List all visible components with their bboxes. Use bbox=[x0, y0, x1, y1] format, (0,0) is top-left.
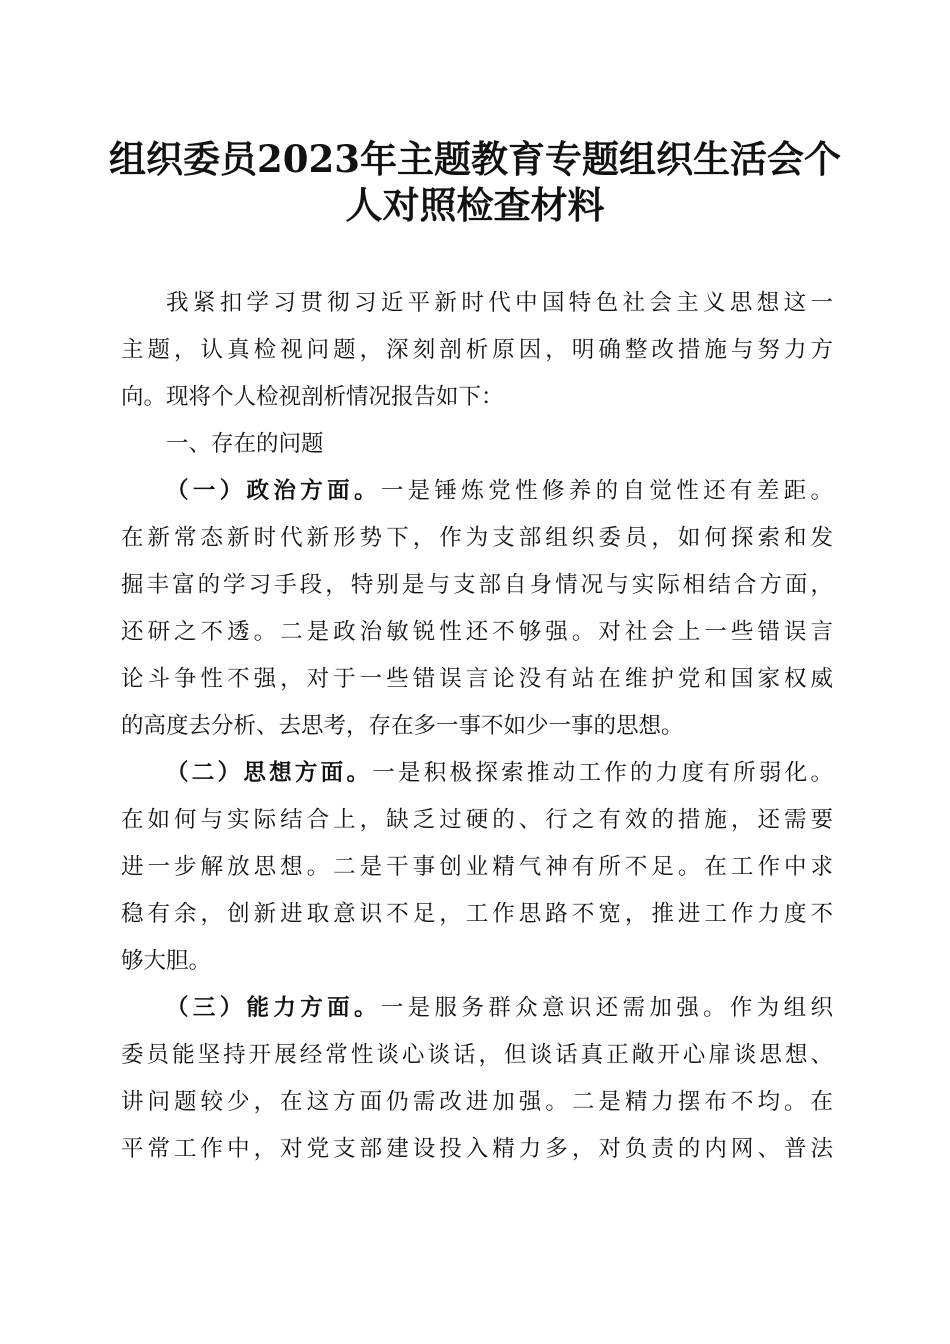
paragraph-line: 讲问题较少，在这方面仍需改进加强。二是精力摆布不均。在 bbox=[121, 1089, 833, 1115]
political-line-1: 一是锤炼党性修养的自觉性还有差距。 bbox=[380, 478, 833, 504]
document-title-line-1: 组织委员2023年主题教育专题组织生活会个 bbox=[109, 137, 841, 181]
paragraph-line: 在新常态新时代新形势下，作为支部组织委员，如何探索和发 bbox=[121, 525, 833, 551]
paragraph-line bbox=[121, 468, 833, 515]
intro-line: 我紧扣学习贯彻习近平新时代中国特色社会主义思想这一 bbox=[166, 290, 833, 316]
ideological-paragraph bbox=[121, 750, 833, 985]
political-lead: （一）政治方面。 bbox=[166, 478, 381, 504]
paragraph-line: 进一步解放思想。二是干事创业精气神有所不足。在工作中求 bbox=[121, 854, 833, 880]
paragraph-line: 还研之不透。二是政治敏锐性还不够强。对社会上一些错误言 bbox=[121, 619, 833, 645]
paragraph-line: 论斗争性不强，对于一些错误言论没有站在维护党和国家权威 bbox=[121, 666, 833, 692]
intro-line: 向。现将个人检视剖析情况报告如下： bbox=[121, 384, 504, 410]
section-heading-problems: 一、存在的问题 bbox=[166, 431, 324, 457]
ability-paragraph bbox=[121, 985, 833, 1173]
ideological-lead: （二）思想方面。 bbox=[166, 760, 373, 786]
ability-line-1: 一是服务群众意识还需加强。作为组织 bbox=[380, 995, 833, 1021]
intro-line: 主题，认真检视问题，深刻剖析原因，明确整改措施与努力方 bbox=[121, 337, 833, 363]
political-paragraph bbox=[121, 468, 833, 750]
ability-lead: （三）能力方面。 bbox=[166, 995, 381, 1021]
paragraph-line: 稳有余，创新进取意识不足，工作思路不宽，推进工作力度不 bbox=[121, 901, 833, 927]
paragraph-line bbox=[121, 985, 833, 1032]
document-body bbox=[121, 280, 833, 1173]
paragraph-line: 平常工作中，对党支部建设投入精力多，对负责的内网、普法 bbox=[121, 1136, 833, 1162]
paragraph-line: 委员能坚持开展经常性谈心谈话，但谈话真正敞开心扉谈思想、 bbox=[121, 1042, 833, 1068]
ideological-line-1: 一是积极探索推动工作的力度有所弱化。 bbox=[372, 760, 833, 786]
paragraph-line: 的高度去分析、去思考，存在多一事不如少一事的思想。 bbox=[121, 713, 684, 739]
paragraph-line bbox=[121, 750, 833, 797]
paragraph-line: 在如何与实际结合上，缺乏过硬的、行之有效的措施，还需要 bbox=[121, 807, 833, 833]
paragraph-line: 掘丰富的学习手段，特别是与支部自身情况与实际相结合方面， bbox=[121, 572, 833, 598]
paragraph-line: 够大胆。 bbox=[121, 948, 212, 974]
document-title-line-2: 人对照检查材料 bbox=[345, 183, 605, 227]
intro-paragraph bbox=[121, 280, 833, 421]
